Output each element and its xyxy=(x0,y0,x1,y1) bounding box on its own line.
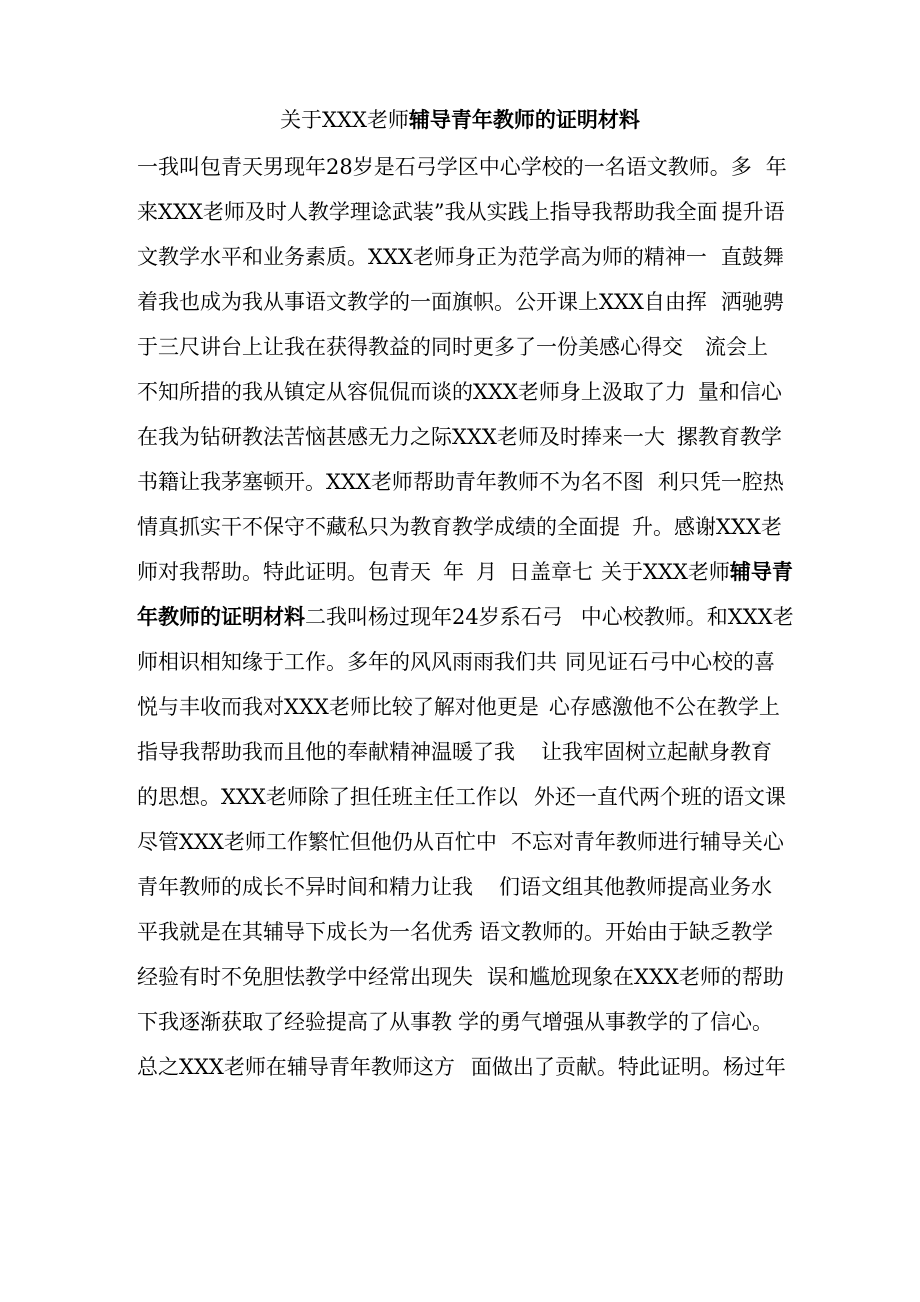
text-line-15: 的思想。XXX老师除了担任班主任工作以 外还一直代两个班的语文课 xyxy=(137,785,786,809)
text-line-1: 一我叫包青天男现年28岁是石弓学区中心学校的一名语文教师。多 年 xyxy=(137,155,787,179)
title-normal: 关于XXX老师 xyxy=(280,108,409,132)
text-line-17: 青年教师的成长不异时间和精力让我 们语文组其他教师提高业务水 xyxy=(137,875,772,899)
text-line-14: 指导我帮助我而且他的奉献精神温暖了我 让我牢固树立起献身教育 xyxy=(137,740,772,764)
text-line-10: 师对我帮助。特此证明。包青天 年 月 日盖章七 关于XXX老师辅导青 xyxy=(137,559,793,584)
text-line-2: 来XXX老师及时人教学理谂武装”我从实践上指导我帮助我全面 提升语 xyxy=(137,200,785,224)
text-line-3: 文教学水平和业务素质。XXX老师身正为范学高为师的精神一 直鼓舞 xyxy=(137,245,784,269)
text-line-11: 年教师的证明材料二我叫杨过现年24岁系石弓 中心校教师。和XXX老 xyxy=(137,604,794,629)
text-line-13: 悦与丰收而我对XXX老师比较了解对他更是 心存感激他不公在教学上 xyxy=(137,695,780,719)
title-bold: 辅导青年教师的证明材料 xyxy=(408,107,640,132)
text-line-8: 书籍让我茅塞顿开。XXX老师帮助青年教师不为名不图 利只凭一腔热 xyxy=(137,470,784,494)
text-line-19: 经验有时不免胆怯教学中经常出现失 误和尴尬现象在XXX老师的帮助 xyxy=(137,965,784,989)
text-line-20: 下我逐渐获取了经验提高了从事教 学的勇气增强从事教学的了信心。 xyxy=(137,1010,773,1034)
text-line-7: 在我为钻研教法苦恼甚感无力之际XXX老师及时捧来一大 摞教育教学 xyxy=(137,425,782,449)
text-line-18: 平我就是在其辅导下成长为一名优秀 语文教师的。开始由于缺乏教学 xyxy=(137,920,773,944)
text-line-6: 不知所措的我从镇定从容侃侃而谈的XXX老师身上汲取了力 量和信心 xyxy=(137,380,782,404)
text-line-9: 情真抓实干不保守不藏私只为教育教学成绩的全面提 升。感谢XXX老 xyxy=(137,515,782,539)
text-line-12: 师相识相知缘于工作。多年的风风雨雨我们共 同见证石弓中心校的喜 xyxy=(137,650,775,674)
text-line-16: 尽管XXX老师工作繁忙但他仍从百忙中 不忘对青年教师进行辅导关心 xyxy=(137,830,784,854)
text-line-21: 总之XXX老师在辅导青年教师这方 面做出了贡献。特此证明。杨过年 xyxy=(137,1055,786,1079)
document-title xyxy=(0,104,920,136)
text-line-4: 着我也成为我从事语文教学的一面旗帜。公开课上XXX自由挥 洒驰骋 xyxy=(137,290,784,314)
text-line-5: 于三尺讲台上让我在获得教益的同时更多了一份美感心得交 流会上 xyxy=(137,335,768,359)
